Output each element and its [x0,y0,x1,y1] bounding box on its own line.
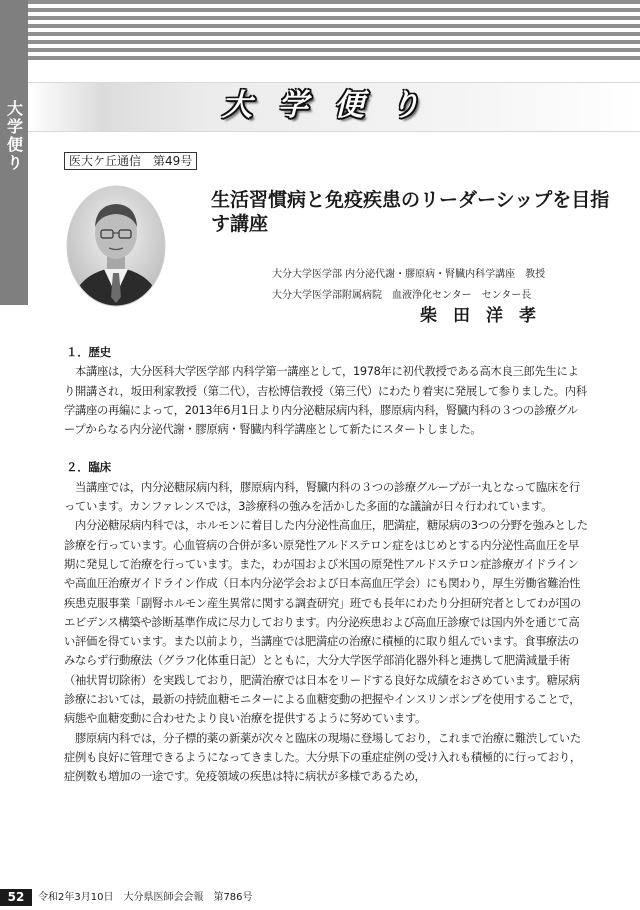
section-heading-history: １．歴史 [66,345,111,359]
header-stripes [28,0,640,64]
author-affiliation-2: 大分大学医学部附属病院 血液浄化センター センター長 [272,290,532,301]
article-body [64,343,588,787]
paragraph [64,478,588,517]
section-side-label: 大学便り [4,100,24,172]
paragraph [64,516,588,728]
author-name: 柴田洋孝 [420,306,552,326]
section-banner-title: 大学便り [28,82,640,132]
paragraph-text: 内分泌糖尿病内科では，ホルモンに着目した内分泌性高血圧，肥満症，糖尿病の3つの分野を強みとした診療を行っています。心血管病の合併が多い原発性アルドステロン症をはじめとする内分泌性高血圧を早期に発見して治療を行っています。また，わが国および米国の原発性アルドステロン症診療ガイドラインや高血圧治療ガイドライン作成（日本内分泌学会および日本高血圧学会）にも関わり，厚生労働省難治性疾患克服事業「副腎ホルモン産生異常に関する調査研究」班でも長年にわたり分担研究者としてわが国のエビデンス構築や診断基準作成に尽力しております。内分泌疾患および高血圧診療では国内外を通じて高い評価を得ています。また以前より，当講座では肥満症の治療に積極的に取り組んでいます。食事療法のみならず行動療法（グラフ化体重日記）とともに，大分大学医学部消化器外科と連携して肥満減量手術（袖状胃切除術）を実践しており，肥満治療では日本をリードする良好な成績をおさめています。糖尿病診療においては，最新の持続血糖モニターによる血糖変動の把握やインスリンポンプを使用することで，病態や血糖変動に合わせたより良い治療を提供するように努めています。 [64,519,588,726]
article-title: 生活習慣病と免疫疾患のリーダーシップを目指す講座 [211,189,610,235]
section-side-tab [0,0,28,305]
page-number: 52 [0,889,32,906]
paragraph-text: 当講座では，内分泌糖尿病内科，膠原病内科，腎臓内科の３つの診療グループが一丸となって臨床を行っています。カンファレンスでは，3診療科の強みを活かした多面的な議論が日々行われています。 [64,480,580,514]
paragraph-text: 膠原病内科では，分子標的薬の新薬が次々と臨床の現場に登場しており，これまで治療に難渋していた症例も良好に管理できるようになってきました。大分県下の重症症例の受け入れも積極的に行っており，症例数も増加の一途です。免疫領域の疾患は特に病状が多様であるため， [64,731,581,784]
series-label: 医大ケ丘通信 第49号 [64,152,197,170]
page-footer [0,884,640,910]
author-portrait [66,185,166,307]
section-heading-clinical: ２．臨床 [66,460,111,475]
issue-info: 令和2年3月10日 大分県医師会会報 第786号 [38,892,253,903]
paragraph [64,362,588,439]
paragraph [64,729,588,787]
author-affiliation-1: 大分大学医学部 内分泌代謝・膠原病・腎臓内科学講座 教授 [272,269,546,280]
paragraph-text: 本講座は，大分医科大学医学部 内科学第一講座として，1978年に初代教授である高木良三郎先生により開講され，坂田利家教授（第二代），吉松博信教授（第三代）にわたり着実に発展して参りました。内科学講座の再編によって，2013年6月1日より内分泌糖尿病内科，膠原病内科，腎臓内科の３つの診療グループからなる内分泌代謝・膠原病・腎臓内科学講座として新たにスタートしました。 [64,365,587,437]
